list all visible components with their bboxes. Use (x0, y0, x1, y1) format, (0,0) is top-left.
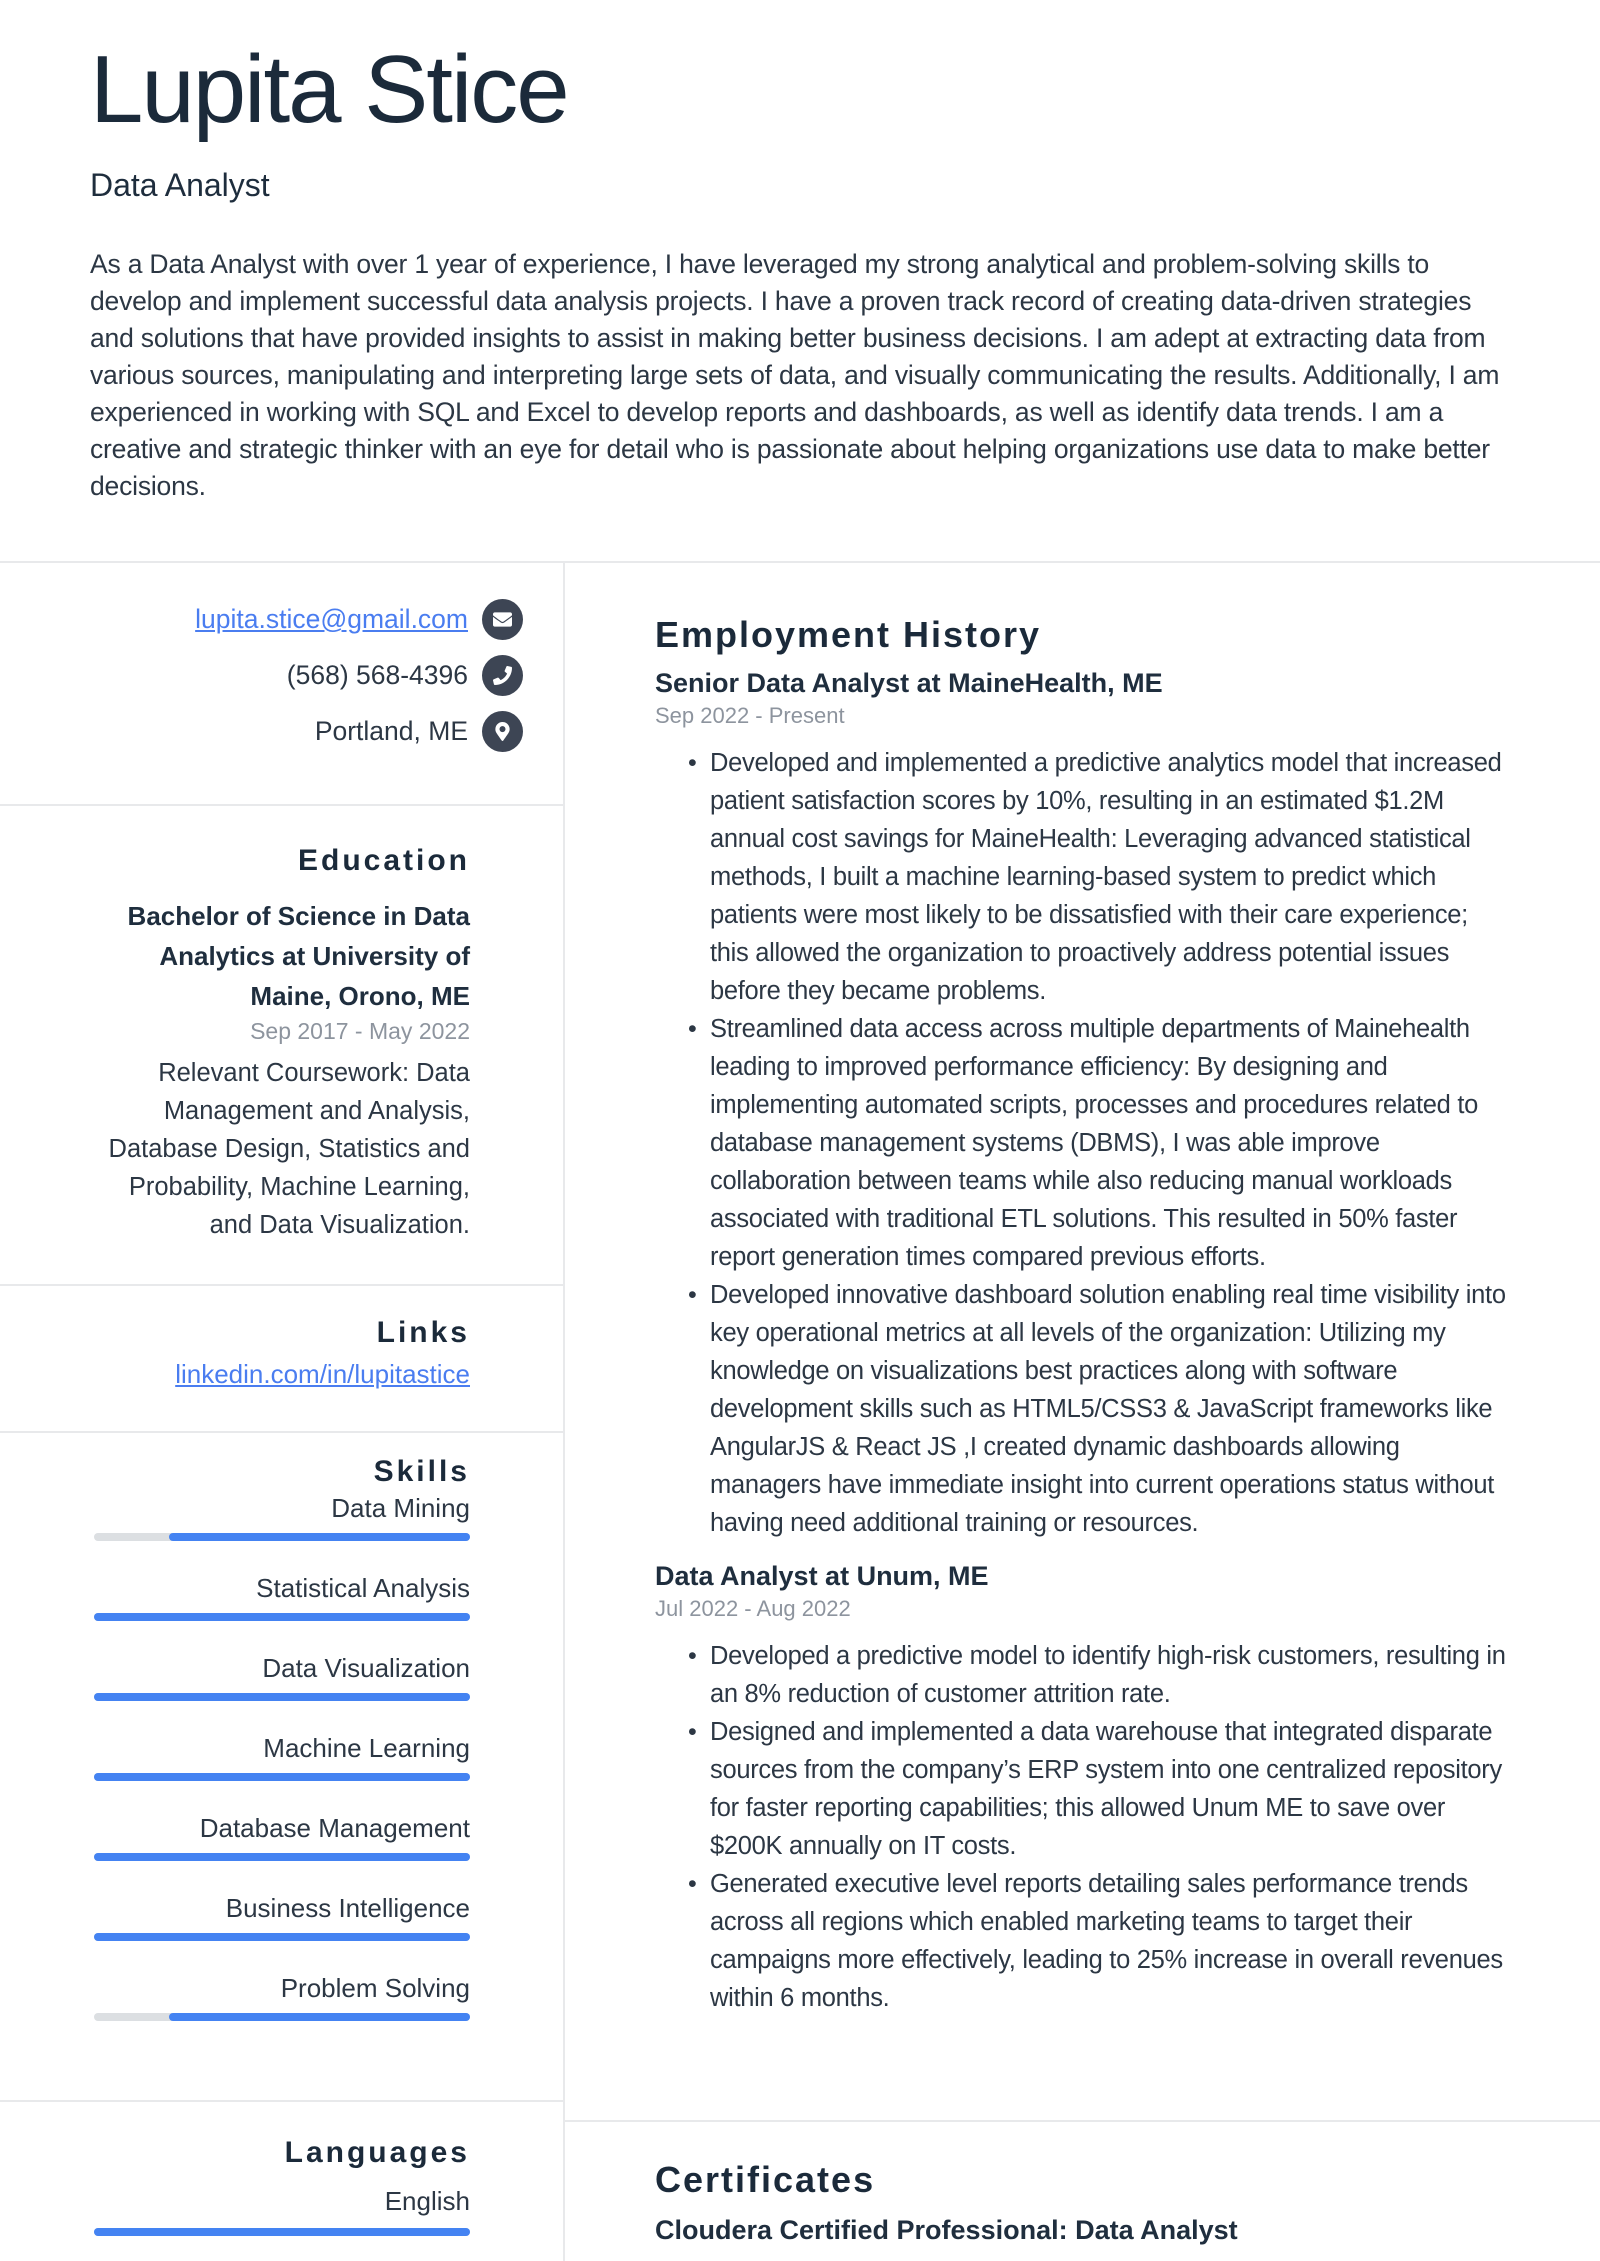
phone-icon (482, 655, 523, 696)
contact-location-row (94, 711, 523, 752)
skill-item (94, 1893, 470, 1941)
candidate-job-title: Data Analyst (90, 166, 270, 203)
education-degree: Bachelor of Science in Data Analytics at University of Maine, Orono, ME (127, 901, 470, 1011)
map-pin-icon (482, 711, 523, 752)
employment-history-heading: Employment History (655, 614, 1042, 655)
job-bullet: • Developed a predictive model to identify high-risk customers, resulting in an 8% reduction of customer attrition rate. (688, 1637, 1507, 1713)
candidate-name: Lupita Stice (90, 36, 568, 143)
skill-label: Data Mining (331, 1493, 470, 1523)
certificates-heading: Certificates (655, 2159, 876, 2200)
skill-bar-track (94, 1933, 470, 1941)
job-bullet: • Streamlined data access across multiple departments of Mainehealth leading to improved performance efficiency: By designing and implementing automated scripts, processes and procedures related to database management systems (DBMS), I was able improve collaboration between teams while also reducing manual workloads associated with traditional ETL solutions. This resulted in 50% faster report generation times compared previous efforts. (688, 1010, 1507, 1276)
contact-email-row (94, 599, 523, 640)
links-section (0, 1286, 563, 1433)
skill-bar-track (94, 1613, 470, 1621)
employment-history-section (565, 563, 1600, 2120)
email-link[interactable]: lupita.stice@gmail.com (195, 604, 468, 634)
job-bullet: • Designed and implemented a data warehouse that integrated disparate sources from the company’s ERP system into one centralized repository for faster reporting capabilities; this allowed Unum ME to save over $200K annually on IT costs. (688, 1713, 1507, 1865)
skill-label: Business Intelligence (225, 1893, 470, 1923)
skill-bar-fill (94, 1853, 470, 1861)
links-heading: Links (376, 1316, 470, 1349)
skill-bar-track (94, 1693, 470, 1701)
skill-item (94, 1573, 470, 1621)
language-bar-track (94, 2228, 470, 2236)
language-bar-fill (94, 2228, 470, 2236)
skill-item (94, 1733, 470, 1781)
language-label: English (384, 2186, 470, 2216)
education-heading: Education (297, 844, 470, 877)
job-bullet-list (655, 1637, 1507, 2017)
job-title: Data Analyst at Unum, ME (655, 1561, 989, 1591)
skill-bar-fill (169, 1533, 470, 1541)
sidebar (0, 563, 565, 2261)
skill-label: Data Visualization (262, 1653, 470, 1683)
resume-header (0, 0, 1600, 563)
education-coursework: Relevant Coursework: Data Management and Analysis, Database Design, Statistics and Probability, Machine Learning, and Data Visualization. (108, 1059, 470, 1239)
languages-section (0, 2102, 563, 2261)
skill-label: Database Management (199, 1813, 470, 1843)
languages-heading: Languages (284, 2136, 470, 2169)
skill-bar-track (94, 1533, 470, 1541)
job-entry (655, 1558, 1507, 2017)
main-column (565, 563, 1600, 2261)
skill-bar-track (94, 2013, 470, 2021)
skill-bar-track (94, 1853, 470, 1861)
skill-label: Problem Solving (280, 1973, 470, 2003)
profile-summary: As a Data Analyst with over 1 year of experience, I have leveraged my strong analytical and problem-solving skills to develop and implement successful data analysis projects. I have a proven track record of creating data-driven strategies and solutions that have provided insights to assist in making better business decisions. I am adept at extracting data from various sources, manipulating and interpreting large sets of data, and visually communicating the results. Additionally, I am experienced in working with SQL and Excel to develop reports and dashboards, as well as identify data trends. I am a creative and strategic thinker with an eye for detail who is passionate about helping organizations use data to make better decisions. (90, 248, 1500, 501)
skill-item (94, 1653, 470, 1701)
contact-section (0, 563, 563, 806)
job-bullet-list (655, 744, 1507, 1542)
contact-phone-row (94, 655, 523, 696)
location-text: Portland, ME (314, 716, 468, 746)
education-section (0, 806, 563, 1286)
resume-body (0, 563, 1600, 2261)
job-entry (655, 665, 1507, 1542)
certificates-section (565, 2120, 1600, 2261)
job-bullet: • Developed and implemented a predictive analytics model that increased patient satisfaction scores by 10%, resulting in an estimated $1.2M annual cost savings for MaineHealth: Leveraging advanced statistical methods, I built a machine learning-based system to predict which patients were most likely to be dissatisfied with their care experience; this allowed the organization to proactively address potential issues before they became problems. (688, 744, 1507, 1010)
job-bullet: • Developed innovative dashboard solution enabling real time visibility into key operational metrics at all levels of the organization: Utilizing my knowledge on visualizations best practices along with software development skills such as HTML5/CSS3 & JavaScript frameworks like AngularJS & React JS ,I created dynamic dashboards allowing managers have immediate insight into current operations status without having need additional training or resources. (688, 1276, 1507, 1542)
skill-bar-fill (169, 2013, 470, 2021)
skill-item (94, 1973, 470, 2021)
job-dates: Sep 2022 - Present (655, 703, 845, 728)
linkedin-link[interactable]: linkedin.com/in/lupitastice (175, 1359, 470, 1389)
skill-item (94, 1493, 470, 1541)
envelope-icon (482, 599, 523, 640)
skill-bar-fill (94, 1613, 470, 1621)
skill-bar-track (94, 1773, 470, 1781)
skill-list (94, 1493, 470, 2021)
job-dates: Jul 2022 - Aug 2022 (655, 1596, 851, 1621)
job-title: Senior Data Analyst at MaineHealth, ME (655, 668, 1163, 698)
job-bullet: • Generated executive level reports detailing sales performance trends across all regions which enabled marketing teams to target their campaigns more effectively, leading to 25% increase in overall revenues within 6 months. (688, 1865, 1507, 2017)
education-dates: Sep 2017 - May 2022 (250, 1018, 470, 1044)
skill-item (94, 1813, 470, 1861)
skill-label: Machine Learning (263, 1733, 470, 1763)
skills-section (0, 1433, 563, 2102)
phone-number: (568) 568-4396 (286, 660, 468, 690)
skill-bar-fill (94, 1933, 470, 1941)
certificate-title: Cloudera Certified Professional: Data Analyst (655, 2215, 1238, 2245)
skill-label: Statistical Analysis (256, 1573, 470, 1603)
skill-bar-fill (94, 1693, 470, 1701)
skills-heading: Skills (373, 1455, 470, 1488)
skill-bar-fill (94, 1773, 470, 1781)
